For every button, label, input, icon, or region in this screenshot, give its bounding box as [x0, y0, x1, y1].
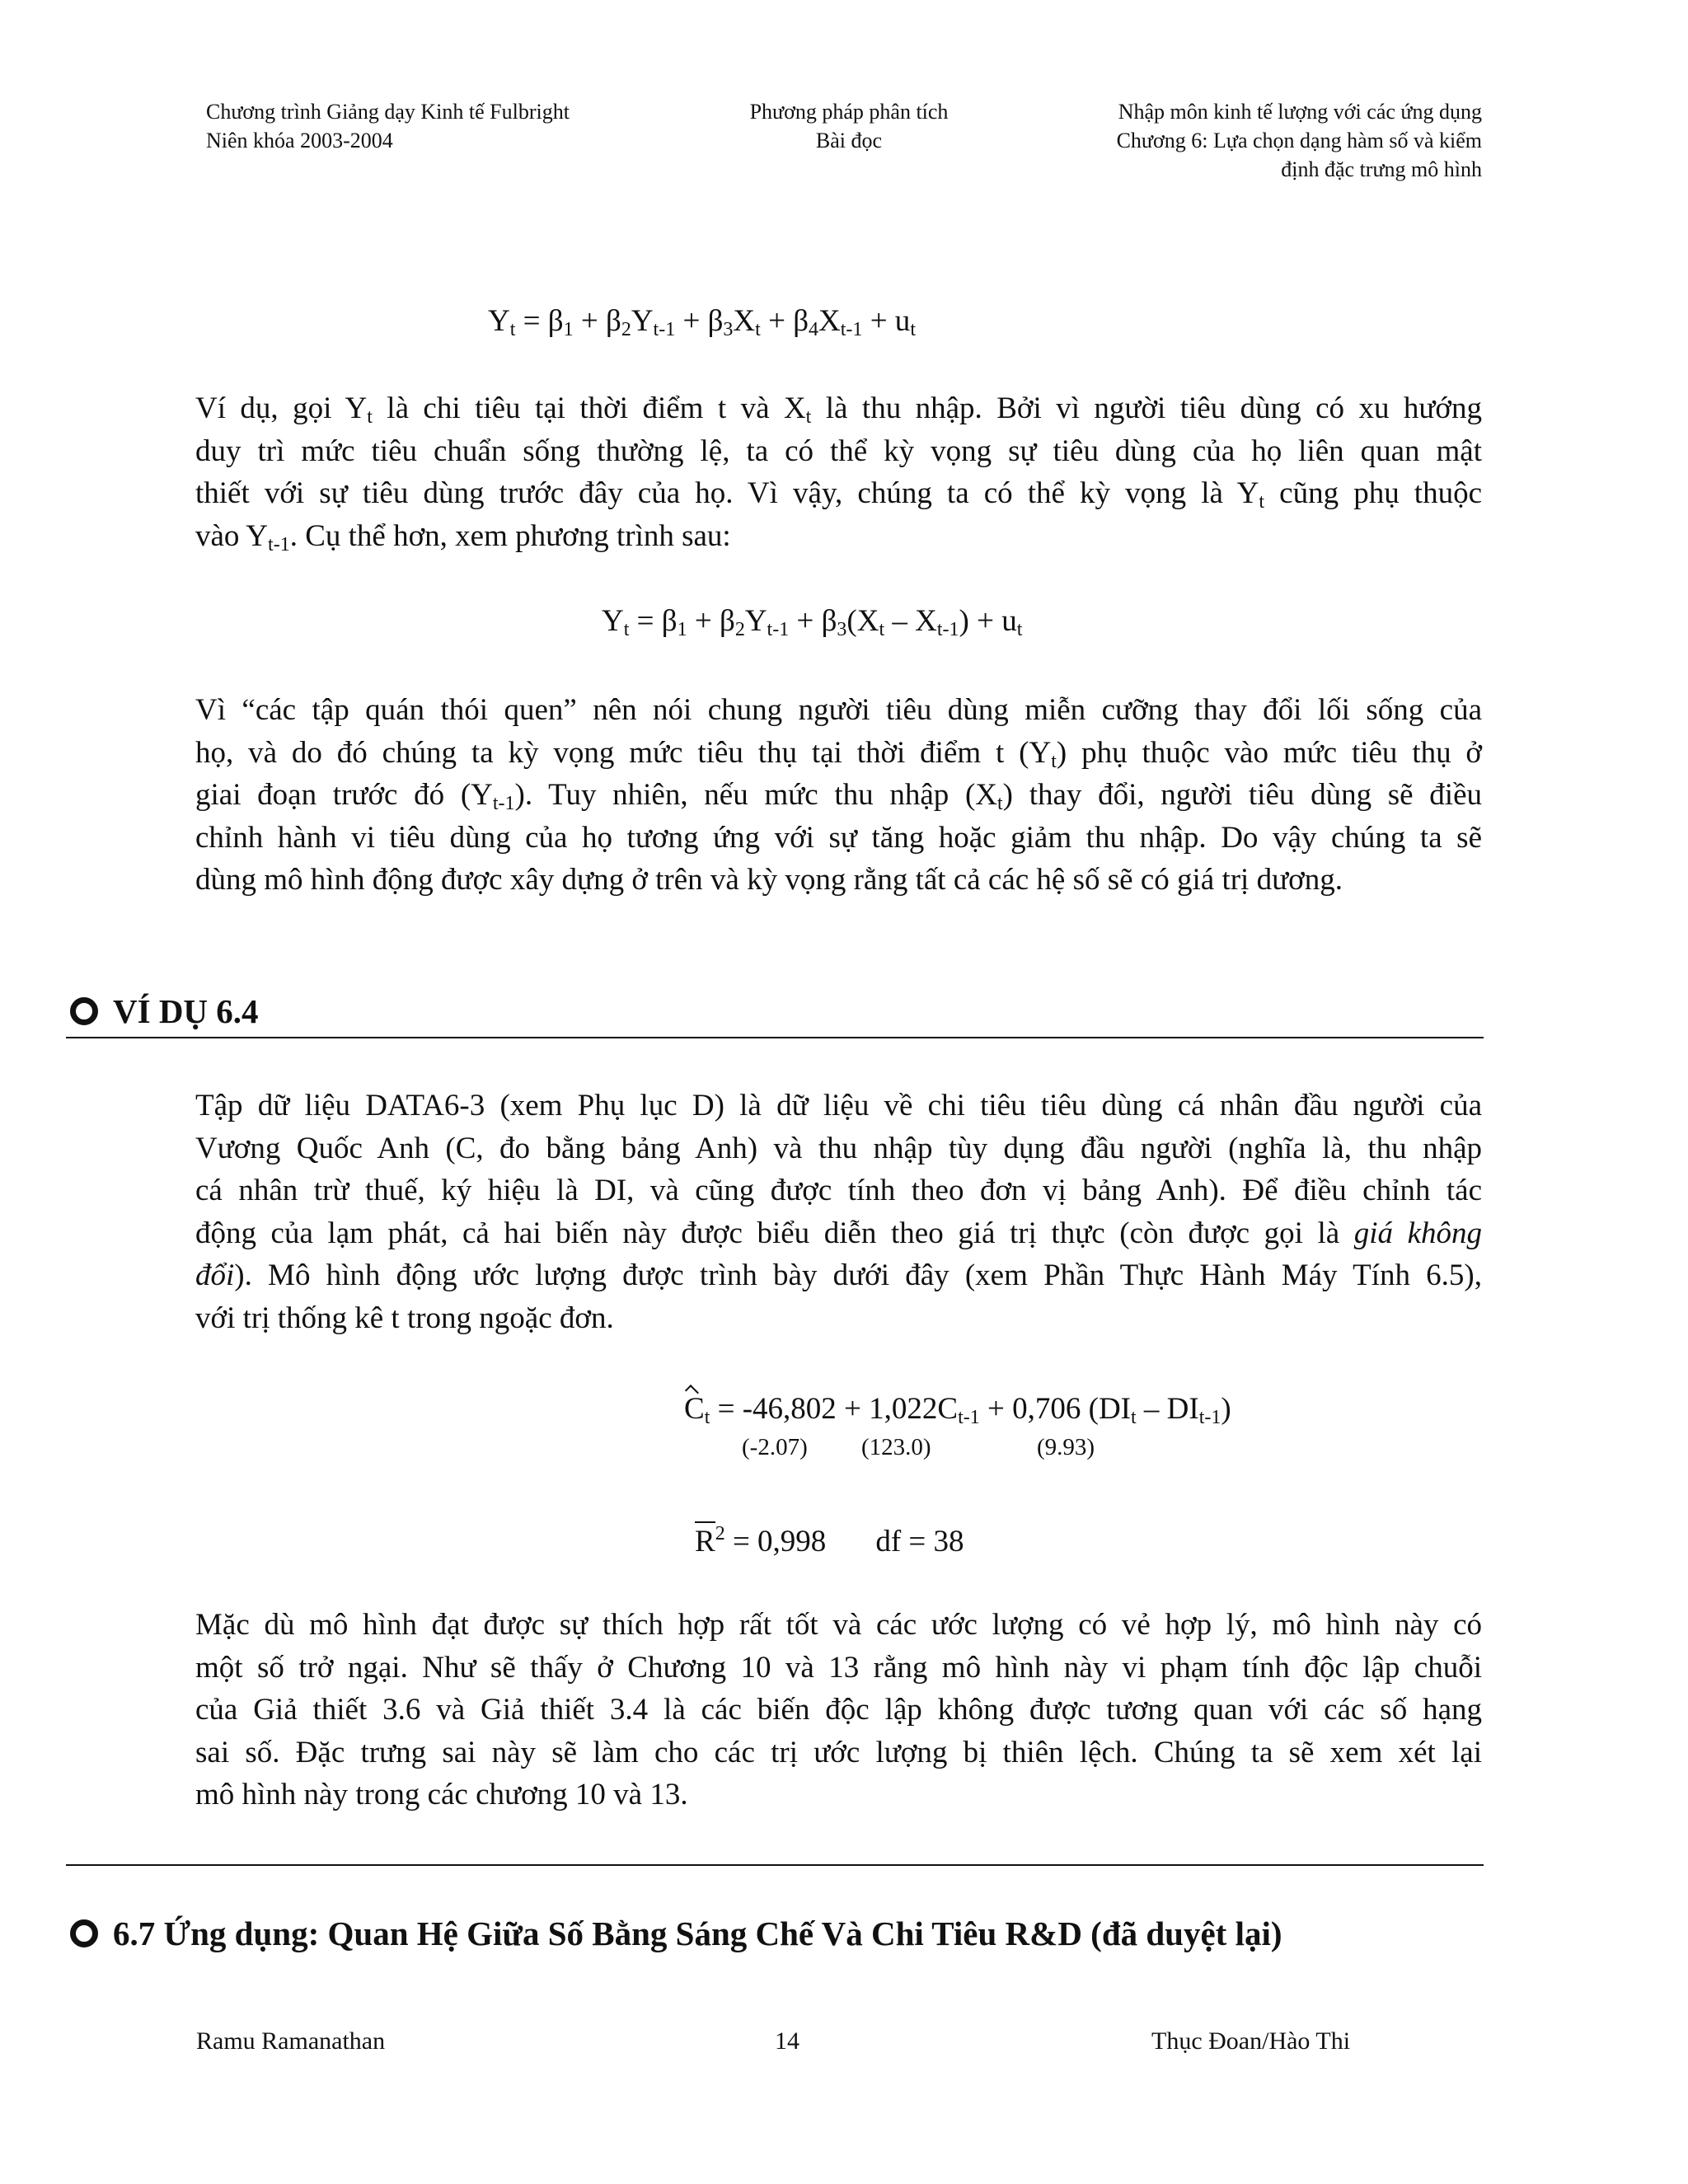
paragraph-data-description	[195, 1085, 1482, 1339]
text-line: thiết với sự tiêu dùng trước đây của họ. Vì vậy, chúng ta có thể kỳ vọng là $Y_t$ cũng phụ thuộc	[195, 476, 1483, 513]
paragraph-consumption-habit	[195, 387, 1482, 557]
text-line: đổi). Mô hình động ước lượng được trình bày dưới đây (xem Phần Thực Hành Máy Tính 6.5),	[195, 1258, 1482, 1292]
footer-author: Ramu Ramanathan	[196, 2027, 386, 2055]
section-title: VÍ DỤ 6.4	[113, 992, 259, 1030]
book-title: Nhập môn kinh tế lượng với các ứng dụng	[1118, 100, 1482, 124]
text-line: mô hình này trong các chương 10 và 13.	[195, 1778, 688, 1811]
equation-fit-statistics: $R^2 = 0,998$ df = 38	[695, 1523, 964, 1558]
section-heading-example-6-4	[70, 991, 259, 1031]
circle-bullet-icon	[70, 1919, 98, 1947]
text-line: giai đoạn trước đó $(Y_{t-1})$. Tuy nhiên, nếu mức thu nhập $(X_t)$ thay đổi, người tiêu dùng sẽ điều	[195, 778, 1482, 814]
t-stat-lagged-consumption: (123.0)	[861, 1434, 931, 1460]
text-line: duy trì mức tiêu chuẩn sống thường lệ, ta có thể kỳ vọng sự tiêu dùng của họ liên quan mật	[195, 434, 1482, 468]
header-left	[206, 97, 570, 155]
degrees-of-freedom: df = 38	[875, 1525, 964, 1558]
footer-translators: Thục Đoan/Hào Thi	[1151, 2027, 1351, 2055]
paragraph-habit-explanation	[195, 689, 1482, 902]
section-heading-6-7	[70, 1914, 1282, 1953]
header-right	[1030, 97, 1482, 184]
chapter-title-2: định đặc trưng mô hình	[1281, 157, 1482, 181]
doc-type: Bài đọc	[815, 129, 883, 152]
course-name: Phương pháp phân tích	[749, 100, 949, 124]
equation-estimated-model: $C_t = -46,802 + 1,022C_{t-1} + 0,706$ $(DI_t - DI_{t-1})$	[684, 1392, 1231, 1428]
section-divider	[66, 1037, 1484, 1038]
circle-bullet-icon	[70, 997, 98, 1025]
section-divider-bottom	[66, 1864, 1484, 1866]
footer-page-number: 14	[775, 2027, 799, 2055]
r-squared-value: = 0,998	[732, 1525, 827, 1558]
text-line: Tập dữ liệu DATA6-3 (xem Phụ lục D) là dữ liệu về chi tiêu tiêu dùng cá nhân đầu người của	[195, 1089, 1482, 1122]
text-line: sai số. Đặc trưng sai này sẽ làm cho các trị ước lượng bị thiên lệch. Chúng ta sẽ xem xét lại	[195, 1735, 1482, 1769]
paragraph-model-issues	[195, 1604, 1482, 1816]
text-line: Ví dụ, gọi $Y_t$ là chi tiêu tại thời điểm t và $X_t$ là thu nhập. Bởi vì người tiêu dùng có xu hướng	[195, 391, 1482, 428]
text-line: Vương Quốc Anh (C, đo bằng bảng Anh) và thu nhập tùy dụng đầu người (nghĩa là, thu nhập	[195, 1131, 1482, 1165]
section-title: 6.7 Ứng dụng: Quan Hệ Giữa Số Bằng Sáng Chế Và Chi Tiêu R&D (đã duyệt lại)	[113, 1915, 1282, 1952]
academic-year: Niên khóa 2003-2004	[206, 129, 393, 152]
text-line: dùng mô hình động được xây dựng ở trên và kỳ vọng rằng tất cả các hệ số sẽ có giá trị dương.	[195, 863, 1343, 897]
header-center	[725, 97, 973, 155]
text-line: chỉnh hành vi tiêu dùng của họ tương ứng với sự tăng hoặc giảm thu nhập. Do vậy chúng ta sẽ	[195, 820, 1482, 855]
equation-restricted-model: $Y_t = \beta_1 + \beta_2Y_{t-1} + \beta_3(X_t - X_{t-1}) + u_t$	[602, 604, 1023, 640]
t-stat-income-change: (9.93)	[1037, 1434, 1095, 1460]
text-line: của Giả thiết 3.6 và Giả thiết 3.4 là các biến độc lập không được tương quan với các số hạng	[195, 1693, 1482, 1727]
t-stat-intercept: (-2.07)	[742, 1434, 808, 1460]
program-name: Chương trình Giảng dạy Kinh tế Fulbright	[206, 100, 570, 124]
text-line: một số trở ngại. Như sẽ thấy ở Chương 10 và 13 rằng mô hình này vi phạm tính độc lập chuỗi	[195, 1650, 1482, 1685]
text-line: Vì “các tập quán thói quen” nên nói chung người tiêu dùng miễn cưỡng thay đổi lối sống của	[195, 693, 1482, 727]
equation-dynamic-model: $Y_t = \beta_1 + \beta_2Y_{t-1} + \beta_3X_t + \beta_4X_{t-1} + u_t$	[488, 304, 916, 340]
text-line: họ, và do đó chúng ta kỳ vọng mức tiêu thụ tại thời điểm t $(Y_t)$ phụ thuộc vào mức tiêu thụ ở	[195, 735, 1483, 772]
text-line: vào $Y_{t-1}$. Cụ thể hơn, xem phương trình sau:	[195, 518, 731, 555]
text-line: Mặc dù mô hình đạt được sự thích hợp rất tốt và các ước lượng có vẻ hợp lý, mô hình này có	[195, 1608, 1482, 1642]
text-line: với trị thống kê t trong ngoặc đơn.	[195, 1301, 614, 1335]
text-line: động của lạm phát, cả hai biến này được biểu diễn theo giá trị thực (còn được gọi là giá không	[195, 1216, 1482, 1250]
chapter-title-1: Chương 6: Lựa chọn dạng hàm số và kiểm	[1116, 129, 1482, 152]
text-line: cá nhân trừ thuế, ký hiệu là DI, và cũng được tính theo đơn vị bảng Anh). Để điều chỉnh tác	[195, 1174, 1482, 1207]
